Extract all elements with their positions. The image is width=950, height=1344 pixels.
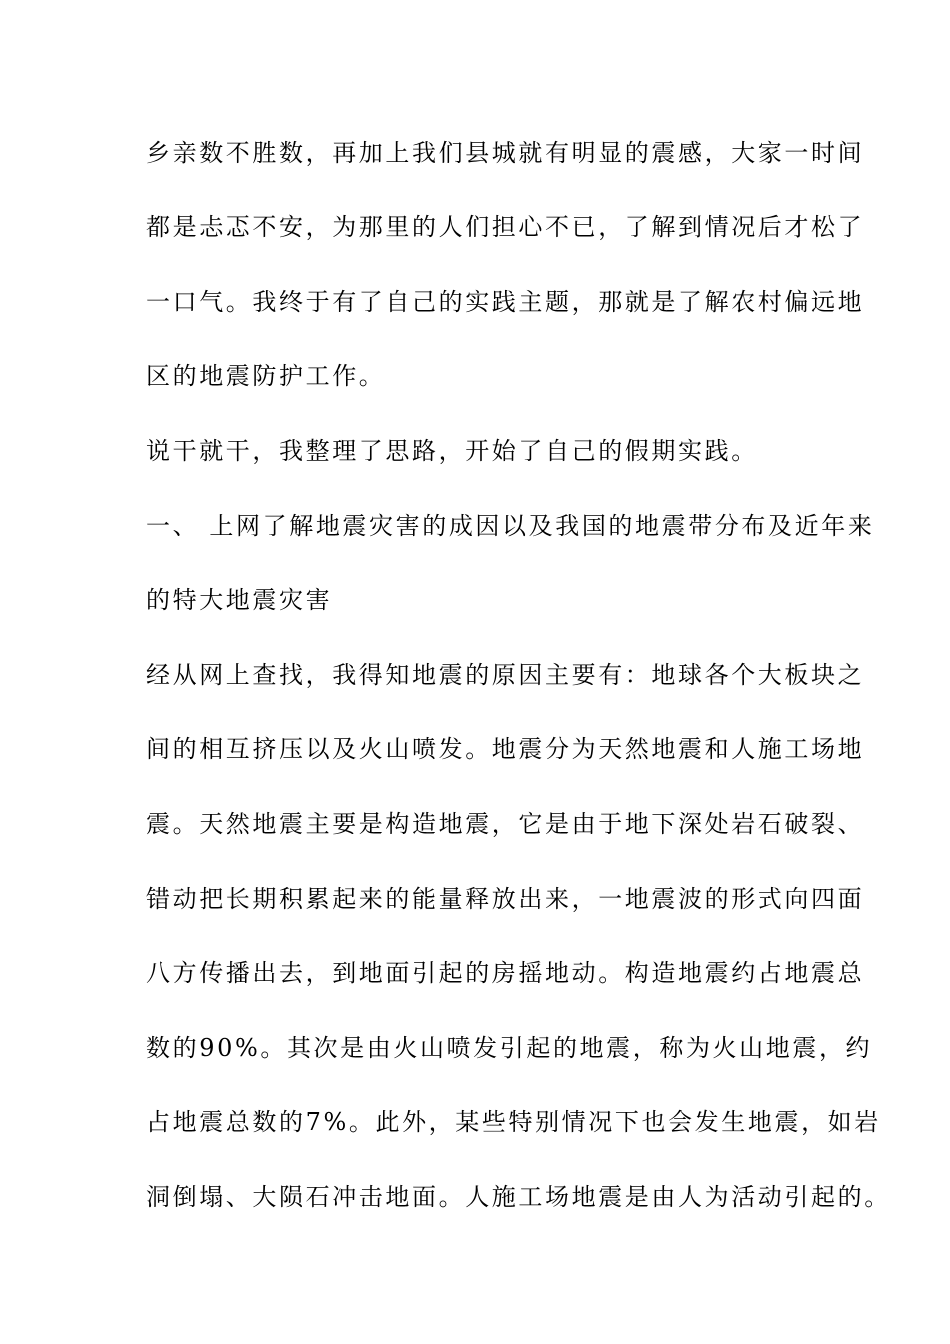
text-line: 占地震总数的7%。此外，某些特别情况下也会发生地震，如岩 bbox=[146, 1108, 881, 1136]
text-line: 洞倒塌、大陨石冲击地面。人施工场地震是由人为活动引起的。 bbox=[146, 1183, 891, 1211]
text-line: 乡亲数不胜数，再加上我们县城就有明显的震感，大家一时间 bbox=[146, 139, 865, 167]
text-line: 都是忐忑不安，为那里的人们担心不已，了解到情况后才松了 bbox=[146, 213, 865, 241]
section-heading: 一、 上网了解地震灾害的成因以及我国的地震带分布及近年来 bbox=[146, 512, 875, 540]
text-line: 一口气。我终于有了自己的实践主题，那就是了解农村偏远地 bbox=[146, 288, 865, 316]
text-line: 说干就干，我整理了思路，开始了自己的假期实践。 bbox=[146, 437, 758, 465]
text-line: 间的相互挤压以及火山喷发。地震分为天然地震和人施工场地 bbox=[146, 735, 865, 763]
text-line: 错动把长期积累起来的能量释放出来，一地震波的形式向四面 bbox=[146, 885, 865, 913]
text-line: 震。天然地震主要是构造地震，它是由于地下深处岩石破裂、 bbox=[146, 810, 865, 838]
section-heading: 的特大地震灾害 bbox=[146, 586, 333, 614]
text-line: 数的90%。其次是由火山喷发引起的地震，称为火山地震，约 bbox=[146, 1034, 873, 1062]
text-line: 区的地震防护工作。 bbox=[146, 362, 386, 390]
text-line: 八方传播出去，到地面引起的房摇地动。构造地震约占地震总 bbox=[146, 959, 865, 987]
text-line: 经从网上查找，我得知地震的原因主要有：地球各个大板块之 bbox=[146, 661, 865, 689]
